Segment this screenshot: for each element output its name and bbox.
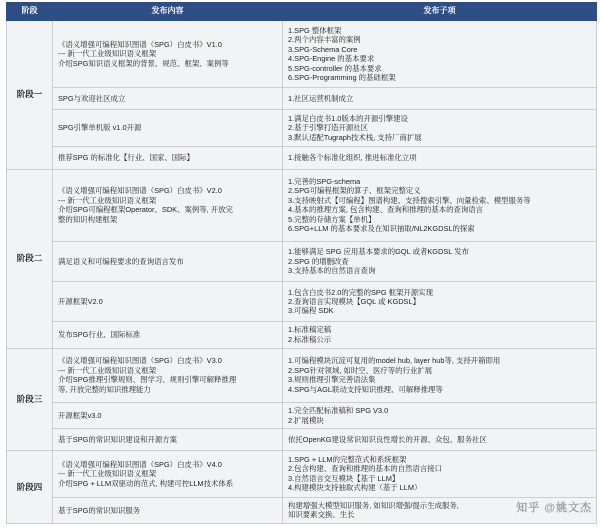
- release-content-line: 介绍SPG推理引擎规则、图学习、规则引擎可解释推理: [58, 375, 237, 385]
- release-item-line: 2.扩展模块: [288, 415, 324, 425]
- release-item-line: 4.构建模块支持抽取式构建（基于 LLM）: [288, 483, 422, 493]
- table-row: [7, 450, 597, 497]
- release-item-line: 6.SPG-Programming 的基础框架: [288, 73, 396, 83]
- table-row: [7, 146, 597, 169]
- release-item-line: 1.能够满足 SPG 应用基本要求的GQL 或者KGDSL 发布: [288, 247, 469, 257]
- release-item-line: 2.SPG针对领域, 如时空、医疗等的行业扩展: [288, 365, 433, 375]
- release-content-line: 《语义增强可编程知识图谱（SPG）白皮书》V4.0: [58, 459, 222, 469]
- release-content-line: --- 新一代工业级知识语义框架: [58, 469, 157, 479]
- release-item-line: 依托OpenKG建设常识知识良性增长的开源、众包、服务社区: [288, 434, 487, 444]
- stage-cell: 阶段四: [7, 450, 53, 523]
- release-content-cell: [53, 88, 283, 110]
- release-content-line: 开源框架v3.0: [58, 410, 102, 420]
- release-items-cell: [283, 403, 597, 429]
- release-item-line: 6.SPG+LLM 的基本要求及在知识抽取/NL2KGDSL的探索: [288, 224, 475, 234]
- release-content-line: SPG引擎单机版 v1.0开源: [58, 123, 142, 133]
- release-item-line: 2.基于引擎打造开源社区: [288, 123, 369, 133]
- release-item-line: 1.标准稿定稿: [288, 325, 332, 335]
- release-items-cell: [283, 322, 597, 348]
- release-item-line: 2.两个内容丰富的案例: [288, 35, 361, 45]
- release-item-line: 5.完整的存储方案【单机】: [288, 214, 376, 224]
- release-item-line: 1.SPG 整体框架: [288, 25, 342, 35]
- watermark: 知乎 @姚文杰: [516, 502, 592, 514]
- release-items-cell: [283, 110, 597, 146]
- release-content-line: --- 新一代工业级知识语义框架: [58, 195, 157, 205]
- release-item-line: 4.SPG-Engine 的基本要求: [288, 54, 375, 64]
- release-items-cell: [283, 429, 597, 451]
- release-content-line: 等, 开放完整的知识推理能力: [58, 384, 151, 394]
- release-content-cell: [53, 348, 283, 403]
- release-content-cell: [53, 241, 283, 281]
- release-content-cell: [53, 429, 283, 451]
- release-content-line: 《语义增强可编程知识图谱（SPG）白皮书》V2.0: [58, 186, 222, 196]
- table-row: [7, 110, 597, 146]
- release-content-line: 发布SPG行业、国际标准: [58, 330, 141, 340]
- table-header-row: [7, 3, 597, 21]
- release-content-line: 《语义增强可编程知识图谱（SPG）白皮书》V3.0: [58, 356, 222, 366]
- table-row: [7, 348, 597, 403]
- release-content-line: 介绍SPG知识语义框架的背景、规范、框架、案例等: [58, 58, 229, 68]
- header-content: 发布内容: [53, 3, 283, 21]
- release-item-line: 3.SPG-Schema Core: [288, 44, 358, 54]
- release-content-line: 推荐SPG 的标准化【行业、国家、国际】: [58, 152, 194, 162]
- release-item-line: 1.完善的SPG-schema: [288, 176, 361, 186]
- header-stage: 阶段: [7, 3, 53, 21]
- release-content-line: SPG与欢迎社区成立: [58, 94, 126, 104]
- table-row: [7, 497, 597, 523]
- release-plan-table: [6, 2, 597, 524]
- release-item-line: 3.自然语言交互模块【基于 LLM】: [288, 473, 400, 483]
- release-item-line: 1.SPG + LLM的完整范式和系统框架: [288, 454, 407, 464]
- release-item-line: 2.标准稿公示: [288, 334, 332, 344]
- release-item-line: 3.支持映射式【可编程】图谱构建、支持搜索引擎、向量检索、模型服务等: [288, 195, 531, 205]
- release-items-cell: [283, 169, 597, 241]
- release-content-cell: [53, 497, 283, 523]
- table-row: [7, 241, 597, 281]
- release-item-line: 1.可编程模块沉淀可复用的model hub, layer hub等, 支持开箱即用: [288, 356, 501, 366]
- release-item-line: 构建增强大模型知识服务, 如知识增强/提示生成服务,: [288, 500, 459, 510]
- release-item-line: 1.完全匹配标准稿和 SPG V3.0: [288, 406, 389, 416]
- release-items-cell: [283, 348, 597, 403]
- table-row: [7, 169, 597, 241]
- release-items-cell: [283, 450, 597, 497]
- release-content-line: 开源框架V2.0: [58, 296, 103, 306]
- stage-cell: 阶段三: [7, 348, 53, 450]
- release-item-line: 2.查询语言实现模块【GQL 或 KGDSL】: [288, 296, 420, 306]
- release-item-line: 4.SPG与AGL联动支持知识推理、可解释推理等: [288, 384, 443, 394]
- release-items-cell: [283, 88, 597, 110]
- stage-cell: 阶段一: [7, 21, 53, 170]
- release-content-line: 《语义增强可编程知识图谱（SPG）白皮书》V1.0: [58, 40, 222, 50]
- release-item-line: 3.支持基本的自然语言查询: [288, 266, 376, 276]
- table-row: [7, 88, 597, 110]
- release-content-cell: [53, 21, 283, 88]
- release-items-cell: [283, 282, 597, 322]
- release-content-line: 满足语义和可编程要求的查询语言发布: [58, 256, 184, 266]
- table-row: [7, 282, 597, 322]
- release-content-cell: [53, 403, 283, 429]
- release-items-cell: [283, 241, 597, 281]
- release-item-line: 1.社区运营机制成立: [288, 94, 354, 104]
- release-items-cell: [283, 146, 597, 169]
- release-items-cell: [283, 21, 597, 88]
- release-content-cell: [53, 322, 283, 348]
- release-item-line: 2.SPG 的增删改查: [288, 256, 349, 266]
- table-row: [7, 322, 597, 348]
- release-item-line: 2.包含构建、查询和推理的基本的自然语言接口: [288, 464, 442, 474]
- release-item-line: 3.规则推理引擎完善语法集: [288, 375, 376, 385]
- release-content-line: 整的知识构建框架: [58, 214, 118, 224]
- release-item-line: 1.包含白皮书2.0的完整的SPG 框架开源实现: [288, 287, 433, 297]
- table-row: [7, 21, 597, 88]
- release-content-cell: [53, 282, 283, 322]
- release-content-cell: [53, 110, 283, 146]
- release-content-line: 介绍SPG可编程框架Operator、SDK、案例等, 开放完: [58, 205, 233, 215]
- release-item-line: 1.接触各个标准化组织, 推进标准化立项: [288, 152, 417, 162]
- table-row: [7, 429, 597, 451]
- table-row: [7, 403, 597, 429]
- release-item-line: 知识要素交换、生长: [288, 510, 355, 520]
- release-item-line: 2.SPG可编程框架的算子、框架完整定义: [288, 186, 421, 196]
- release-item-line: 4.基本的推理方案, 包含构建、查询和推理的基本的查询语言: [288, 205, 484, 215]
- release-item-line: 3.可编程 SDK: [288, 306, 334, 316]
- release-item-line: 3.默认适配Tugraph技术栈, 支持厂商扩展: [288, 132, 422, 142]
- release-content-line: 介绍SPG + LLM双驱动的范式, 构建可控LLM技术体系: [58, 478, 234, 488]
- release-item-line: 5.SPG-controller 的基本要求: [288, 63, 382, 73]
- release-content-cell: [53, 146, 283, 169]
- release-content-line: 基于SPG的常识知识服务: [58, 505, 141, 515]
- release-content-line: --- 新一代工业级知识语义框架: [58, 49, 157, 59]
- stage-cell: 阶段二: [7, 169, 53, 348]
- release-content-line: --- 新一代工业级知识语义框架: [58, 365, 157, 375]
- release-content-line: 基于SPG的常识知识建设和开源方案: [58, 434, 178, 444]
- release-content-cell: [53, 450, 283, 497]
- release-item-line: 1.满足白皮书1.0版本的开源引擎建设: [288, 113, 408, 123]
- release-content-cell: [53, 169, 283, 241]
- header-items: 发布子项: [283, 3, 597, 21]
